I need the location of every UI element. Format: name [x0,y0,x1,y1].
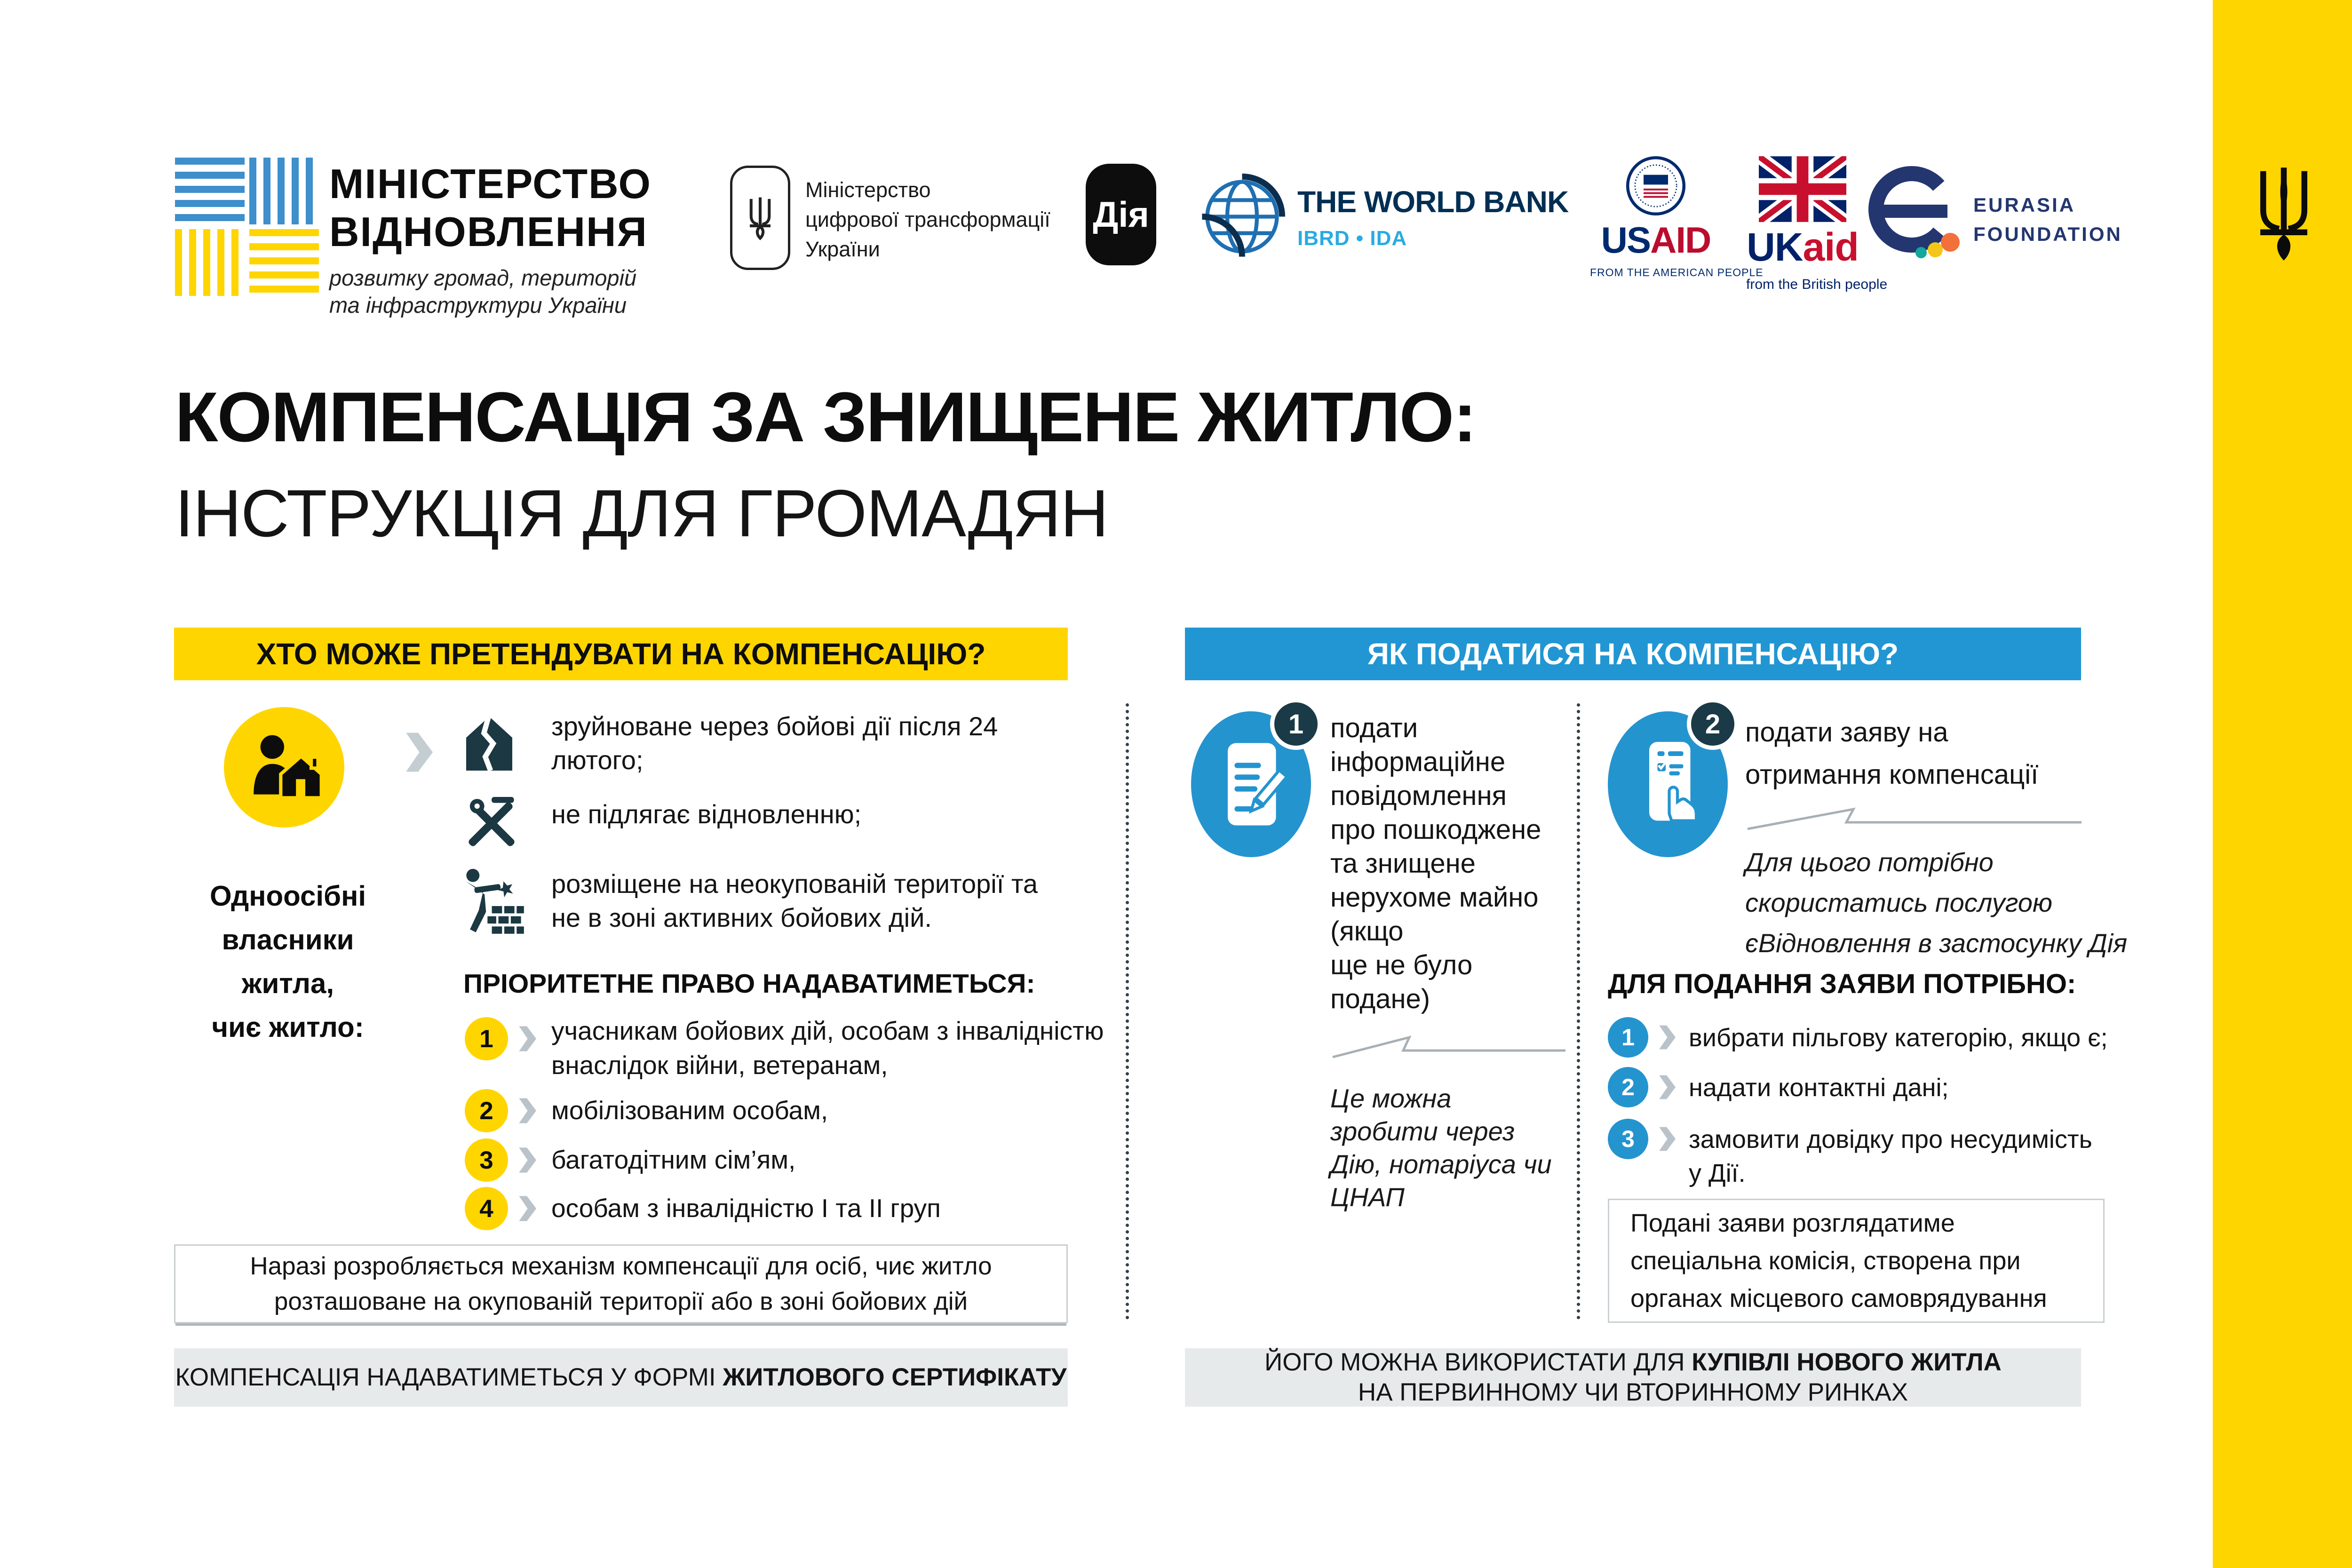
chevron-small-icon [517,1026,536,1052]
right-banner: ЙОГО МОЖНА ВИКОРИСТАТИ ДЛЯ КУПІВЛІ НОВОГО ЖИТЛА НА ПЕРВИННОМУ ЧИ ВТОРИННОМУ РИНКАХ [1185,1348,2081,1407]
center-dotted-divider [1126,703,1129,1320]
steps-dotted-divider [1577,703,1580,1320]
chevron-small-icon [1658,1126,1676,1152]
left-section-header: ХТО МОЖЕ ПРЕТЕНДУВАТИ НА КОМПЕНСАЦІЮ? [174,628,1068,680]
ministry-name-line2: ВІДНОВЛЕННЯ [329,208,648,255]
world-bank-globe-icon [1199,173,1286,260]
digital-ministry-line2: цифрової трансформації [805,207,1050,231]
chevron-small-icon [1658,1075,1676,1100]
step2-text: подати заяву на отримання компенсації [1745,717,2039,790]
left-banner: КОМПЕНСАЦІЯ НАДАВАТИМЕТЬСЯ У ФОРМІ ЖИТЛОВОГО СЕРТИФІКАТУ [174,1348,1068,1407]
left-note-box: Наразі розробляється механізм компенсації для осіб, чиє житло розташоване на окупованій території або в зоні бойових дій [174,1244,1068,1323]
chevron-small-icon [517,1098,536,1124]
ministry-restoration-logo-icon [175,158,321,299]
priority-item-text: учасникам бойових дій, особам з інвалідністю внаслідок війни, ветеранам, [551,1016,1104,1080]
criteria-row [454,708,524,776]
priority-item-text: особам з інвалідністю І та ІІ груп [551,1194,941,1223]
owner-caption: Одноосібні власники житла, чиє житло: [209,880,366,1043]
criteria-text: зруйноване через бойові дії після 24 лютого; [551,711,998,775]
person-house-icon [242,725,326,810]
document-pencil-icon [1216,737,1287,831]
priority-item-text: мобілізованим особам, [551,1096,828,1125]
eurasia-line2: FOUNDATION [1973,223,2122,245]
ministry-subtitle-line2: та інфраструктури України [329,293,627,318]
trident-icon [2249,136,2319,292]
priority-number-2: 2 [465,1089,508,1132]
priority-number-4: 4 [465,1187,508,1230]
digital-ministry-line3: України [805,237,880,261]
criteria-text: розміщене на неокупованій території та не в зоні активних бойових дій. [551,869,1038,932]
step2-note: Для цього потрібно скористатись послугою єВідновлення в застосунку Дія [1745,847,2128,958]
right-note-box: Подані заяви розглядатиме спеціальна комісія, створена при органах місцевого самоврядування [1608,1199,2105,1323]
owner-icon-circle [224,707,344,828]
diia-app-icon [1086,164,1156,265]
criteria-row [454,865,527,945]
page-title-line1: КОМПЕНСАЦІЯ ЗА ЗНИЩЕНЕ ЖИТЛО: [175,377,1476,456]
right-section-header: ЯК ПОДАТИСЯ НА КОМПЕНСАЦІЮ? [1185,628,2081,680]
usaid-name: USAID [1601,219,1711,261]
not-repairable-icon [459,790,524,856]
apply-number-3: 3 [1608,1119,1648,1159]
world-bank-text [1297,184,1568,250]
ministry-restoration-logo-text [329,160,652,319]
diia-label: Дія [1093,194,1149,235]
ukaid-tagline: from the British people [1746,277,1888,292]
apply-item-text: вибрати пільгову категорію, якщо є; [1689,1024,2108,1052]
zigzag-divider [1745,804,2084,833]
priority-item-text: багатодітним сім’ям, [551,1145,796,1174]
step1-text: подати інформаційне повідомлення про пошкоджене та знищене нерухоме майно (якщо ще не було подане) [1330,713,1542,1014]
ministry-subtitle-line1: розвитку громад, територій [329,265,637,290]
apply-number-1: 1 [1608,1017,1648,1058]
usaid-seal-icon [1625,155,1686,216]
usaid-tagline: FROM THE AMERICAN PEOPLE [1590,266,1764,279]
digital-ministry-text [805,175,1050,264]
apply-number-2: 2 [1608,1067,1648,1107]
ukaid-logo [1746,156,1888,293]
uk-flag-icon [1759,156,1846,222]
eurasia-text [1973,191,2122,249]
chevron-right-icon [404,732,433,772]
priority-header: ПРІОРИТЕТНЕ ПРАВО НАДАВАТИМЕТЬСЯ: [463,969,1035,999]
step2-number-badge: 2 [1687,698,1739,750]
usaid-logo [1590,155,1764,279]
apply-item-text: замовити довідку про несудимість у Дії. [1689,1125,2092,1187]
priority-number-1: 1 [465,1017,508,1060]
step1-note: Це можна зробити через Дію, нотаріуса чи ЦНАП [1330,1083,1552,1212]
eurasia-line1: EURASIA [1973,194,2076,216]
criteria-row [459,790,524,859]
apply-header: ДЛЯ ПОДАННЯ ЗАЯВИ ПОТРІБНО: [1608,969,2076,999]
combat-zone-icon [454,865,527,942]
phone-apply-icon [1633,737,1703,831]
destroyed-house-icon [454,708,524,774]
criteria-text: не підлягає відновленню; [551,799,862,829]
zigzag-divider [1330,1033,1568,1061]
step1-number-badge: 1 [1270,698,1322,750]
chevron-small-icon [517,1147,536,1173]
ministry-name-line1: МІНІСТЕРСТВО [329,160,652,207]
eurasia-e-icon [1863,162,1966,266]
ukaid-name: UKaid [1747,225,1859,269]
world-bank-sub: IBRD • IDA [1297,227,1407,250]
digital-ministry-line1: Міністерство [805,178,931,202]
chevron-small-icon [517,1195,536,1222]
chevron-small-icon [1658,1025,1676,1050]
page-title-line2: ІНСТРУКЦІЯ ДЛЯ ГРОМАДЯН [175,476,1108,551]
apply-item-text: надати контактні дані; [1689,1074,1949,1102]
world-bank-name: THE WORLD BANK [1297,185,1569,219]
priority-number-3: 3 [465,1138,508,1182]
digital-ministry-trident-icon [730,166,790,270]
